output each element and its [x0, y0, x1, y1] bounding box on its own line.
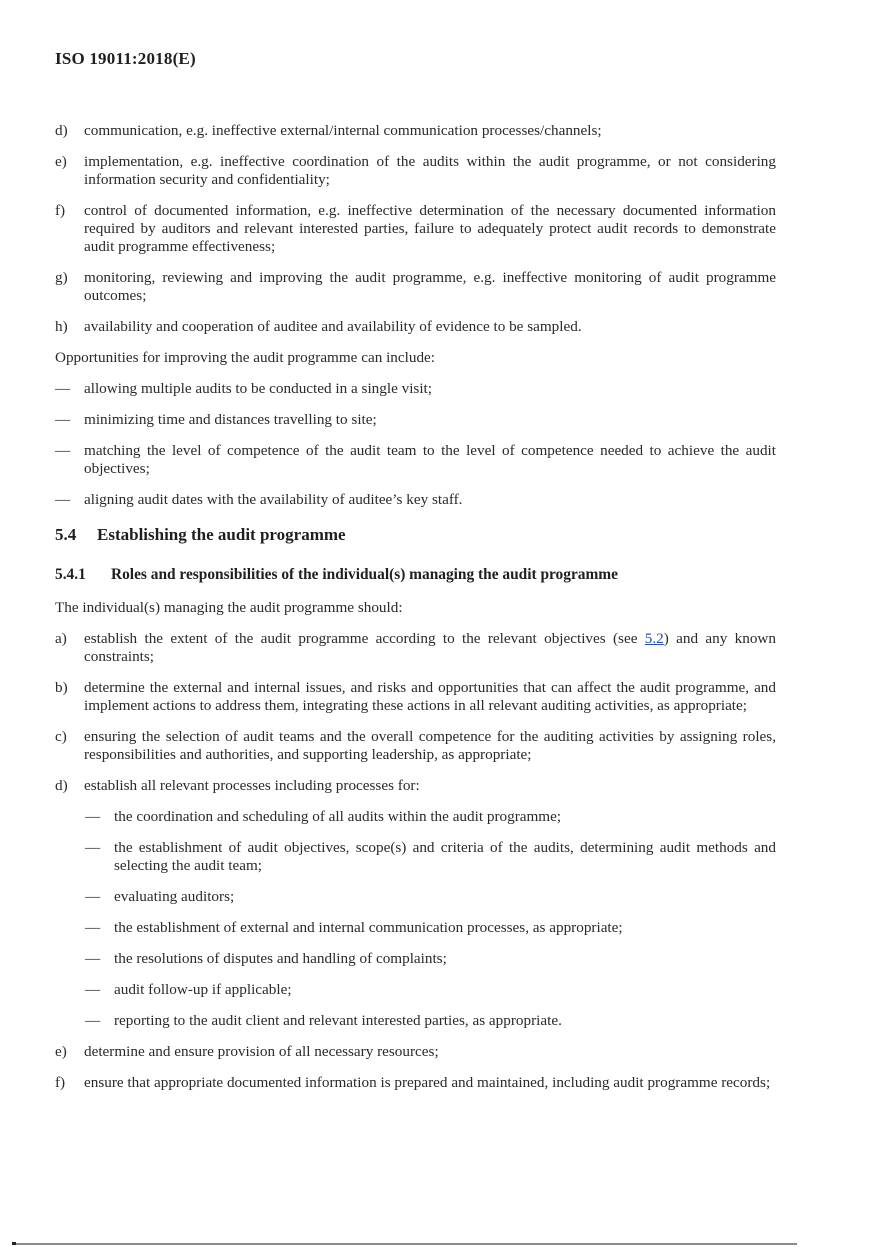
dash-marker: — — [85, 981, 101, 998]
list-marker: f) — [55, 1074, 66, 1091]
list-item-e — [55, 1043, 776, 1061]
list-item-f — [55, 202, 776, 256]
list-item-text: implementation, e.g. ineffective coordination of the audits within the audit programme, or not considering information security and confidentiality; — [84, 153, 776, 188]
sublist-item — [85, 888, 776, 906]
list-item-text: ensure that appropriate documented information is prepared and maintained, including audit programme records; — [84, 1074, 771, 1091]
list-item-text: the coordination and scheduling of all audits within the audit programme; — [114, 808, 562, 825]
list-marker: e) — [55, 1043, 67, 1060]
horizontal-scrollbar[interactable] — [12, 1243, 797, 1245]
list-marker: b) — [55, 679, 68, 696]
list-marker: e) — [55, 153, 67, 170]
dash-marker: — — [55, 380, 71, 397]
list-marker: d) — [55, 777, 68, 794]
list-item-text: ensuring the selection of audit teams and the overall competence for the auditing activities by assigning roles, responsibilities and authorities, and supporting leadership, as appropriate; — [84, 728, 776, 763]
scrollbar-thumb[interactable] — [12, 1242, 16, 1245]
intro-paragraph: The individual(s) managing the audit programme should: — [55, 599, 403, 616]
text-fragment: ) and any known constraints; — [84, 630, 776, 665]
opportunity-item — [55, 442, 776, 478]
opportunity-item — [55, 411, 776, 429]
sublist-item — [85, 839, 776, 875]
list-item-c — [55, 728, 776, 764]
subsection-number: 5.4.1 — [55, 566, 86, 583]
list-item-text: the establishment of external and internal communication processes, as appropriate; — [114, 919, 623, 936]
dash-marker: — — [55, 442, 71, 459]
list-item-text: reporting to the audit client and relevant interested parties, as appropriate. — [114, 1012, 562, 1029]
list-item-text: allowing multiple audits to be conducted in a single visit; — [84, 380, 432, 397]
section-heading-5-4 — [55, 526, 776, 544]
section-number: 5.4 — [55, 525, 77, 544]
dash-marker: — — [85, 808, 101, 825]
dash-marker: — — [55, 411, 71, 428]
sublist-item — [85, 981, 776, 999]
process-sublist — [85, 808, 776, 1030]
list-item-text: audit follow-up if applicable; — [114, 981, 292, 998]
opportunities-intro: Opportunities for improving the audit programme can include: — [55, 349, 436, 366]
sublist-item — [85, 919, 776, 937]
list-marker: d) — [55, 122, 68, 139]
dash-marker: — — [85, 919, 101, 936]
subsection-title: Roles and responsibilities of the individual(s) managing the audit programme — [111, 566, 618, 583]
list-item-text: monitoring, reviewing and improving the audit programme, e.g. ineffective monitoring of audit programme outcomes; — [84, 269, 776, 304]
list-item-a — [55, 630, 776, 666]
list-item-e — [55, 153, 776, 189]
list-marker: g) — [55, 269, 68, 286]
document-id-header: ISO 19011:2018(E) — [55, 49, 196, 68]
list-item-text: aligning audit dates with the availability of auditee’s key staff. — [84, 491, 463, 508]
dash-marker: — — [55, 491, 71, 508]
list-item-g — [55, 269, 776, 305]
list-item-text: determine the external and internal issues, and risks and opportunities that can affect the audit programme, and implement actions to address them, integrating these actions in all relevant auditing activities, as appropriate; — [84, 679, 776, 714]
opportunity-item — [55, 491, 776, 509]
list-item-b — [55, 679, 776, 715]
list-marker: c) — [55, 728, 67, 745]
list-item-text: evaluating auditors; — [114, 888, 235, 905]
list-item-text: control of documented information, e.g. ineffective determination of the necessary documented information required by auditors and relevant interested parties, failure to adequately protect audit records to demonstrate audit programme effectiveness; — [84, 202, 776, 255]
list-item-text: minimizing time and distances travelling to site; — [84, 411, 377, 428]
list-item-h — [55, 318, 776, 336]
list-item-f — [55, 1074, 776, 1092]
text-fragment: establish the extent of the audit programme according to the relevant objectives (see — [84, 630, 645, 647]
dash-marker: — — [85, 839, 101, 856]
document-body — [55, 122, 776, 1105]
clause-5-2-link[interactable]: 5.2 — [644, 630, 664, 647]
sublist-item — [85, 950, 776, 968]
list-item-text: determine and ensure provision of all necessary resources; — [84, 1043, 439, 1060]
sublist-item — [85, 808, 776, 826]
list-item-d — [55, 122, 776, 140]
list-marker: a) — [55, 630, 67, 647]
section-title: Establishing the audit programme — [97, 525, 346, 544]
list-item-text: availability and cooperation of auditee and availability of evidence to be sampled. — [84, 318, 582, 335]
dash-marker: — — [85, 1012, 101, 1029]
list-item-text: matching the level of competence of the audit team to the level of competence needed to achieve the audit objectives; — [84, 442, 776, 477]
list-item-text: the resolutions of disputes and handling of complaints; — [114, 950, 447, 967]
dash-marker: — — [85, 950, 101, 967]
dash-marker: — — [85, 888, 101, 905]
list-item-text: establish all relevant processes including processes for: — [84, 777, 420, 794]
opportunity-item — [55, 380, 776, 398]
list-marker: h) — [55, 318, 68, 335]
list-item-text: communication, e.g. ineffective external/internal communication processes/channels; — [84, 122, 602, 139]
sublist-item — [85, 1012, 776, 1030]
list-marker: f) — [55, 202, 66, 219]
list-item-text: the establishment of audit objectives, scope(s) and criteria of the audits, determining audit methods and selecting the audit team; — [114, 839, 776, 874]
list-item-d — [55, 777, 776, 795]
subsection-heading-5-4-1 — [55, 566, 776, 584]
list-item-text — [84, 630, 776, 666]
